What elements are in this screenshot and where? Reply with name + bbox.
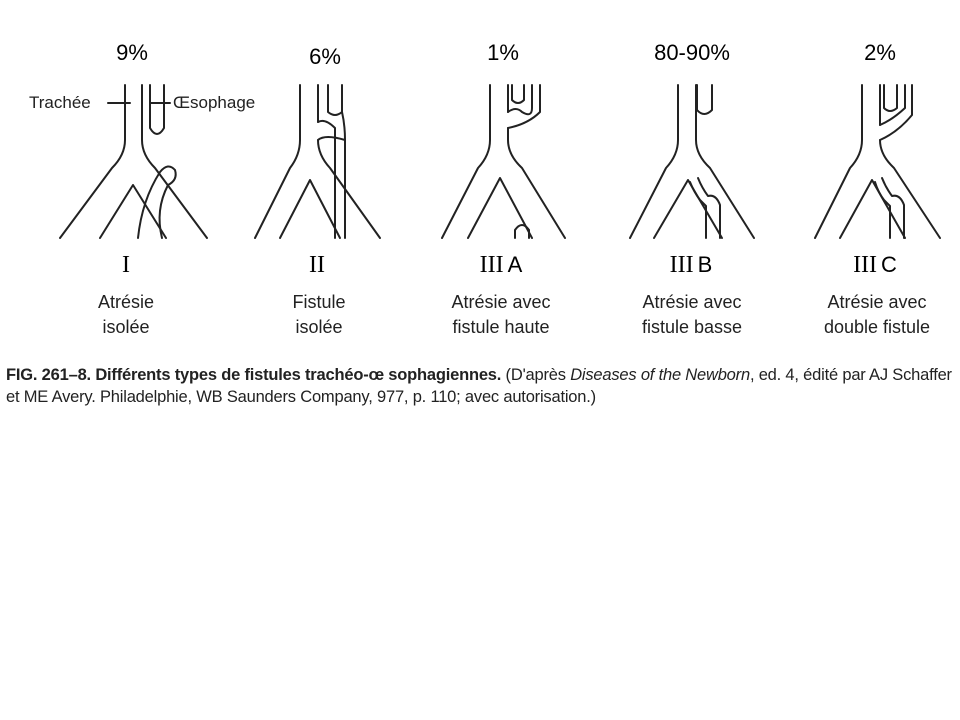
percent-type-2: 6% — [309, 44, 341, 69]
desc-type-2-line1: Fistule — [292, 292, 346, 312]
desc-type-3b-line2: fistule basse — [641, 317, 743, 337]
percent-type-3b: 80-90% — [654, 40, 730, 65]
diagram-type-3c — [815, 85, 940, 238]
desc-type-3b — [612, 290, 772, 340]
desc-type-3c-line2: double fistule — [823, 317, 931, 337]
caption-book-title: Diseases of the Newborn — [570, 366, 750, 384]
caption-text-2: , ed. 4, édité par AJ Schaffer et ME Avery. Philadelphie, WB Saunders Company, 977, p. 110; avec autorisation.) — [6, 366, 952, 406]
type-roman-2: II — [309, 252, 325, 278]
figure-caption — [6, 364, 956, 408]
type-roman-1: I — [122, 252, 130, 278]
trachea-label: Trachée — [29, 93, 91, 112]
diagram-type-3a — [442, 85, 565, 238]
desc-type-3a-line2: fistule haute — [452, 317, 550, 337]
percent-type-3a: 1% — [487, 40, 519, 65]
desc-type-1 — [46, 290, 206, 340]
caption-text-1: (D'après — [501, 366, 571, 384]
diagram-type-1 — [60, 85, 207, 238]
desc-type-3c-line1: Atrésie avec — [827, 292, 927, 312]
caption-title: FIG. 261–8. Différents types de fistules trachéo-œ sophagiennes. — [6, 366, 502, 384]
desc-type-1-line1: Atrésie — [97, 292, 155, 312]
type-label-1 — [48, 252, 208, 279]
type-label-2 — [239, 252, 399, 279]
type-suffix-3a: A — [507, 252, 523, 277]
diagram-type-2 — [255, 85, 380, 238]
desc-type-2-line2: isolée — [295, 317, 343, 337]
desc-type-3a-line1: Atrésie avec — [451, 292, 551, 312]
desc-type-2 — [239, 290, 399, 340]
percent-type-3c: 2% — [864, 40, 896, 65]
type-roman-3c: III — [853, 252, 878, 278]
desc-type-3b-line1: Atrésie avec — [642, 292, 742, 312]
desc-type-3a — [421, 290, 581, 340]
esophagus-label: Œsophage — [173, 93, 256, 112]
percent-type-1: 9% — [116, 40, 148, 65]
type-roman-3b: III — [669, 252, 694, 278]
desc-type-3c — [797, 290, 957, 340]
type-suffix-3c: C — [881, 252, 897, 277]
type-roman-3a: III — [479, 252, 504, 278]
type-label-3a — [421, 252, 581, 279]
desc-type-1-line2: isolée — [102, 317, 150, 337]
type-suffix-3b: B — [697, 252, 713, 277]
fistula-diagrams — [0, 80, 960, 245]
diagram-type-3b — [630, 85, 754, 238]
type-label-3c — [795, 252, 955, 279]
type-label-3b — [611, 252, 771, 279]
